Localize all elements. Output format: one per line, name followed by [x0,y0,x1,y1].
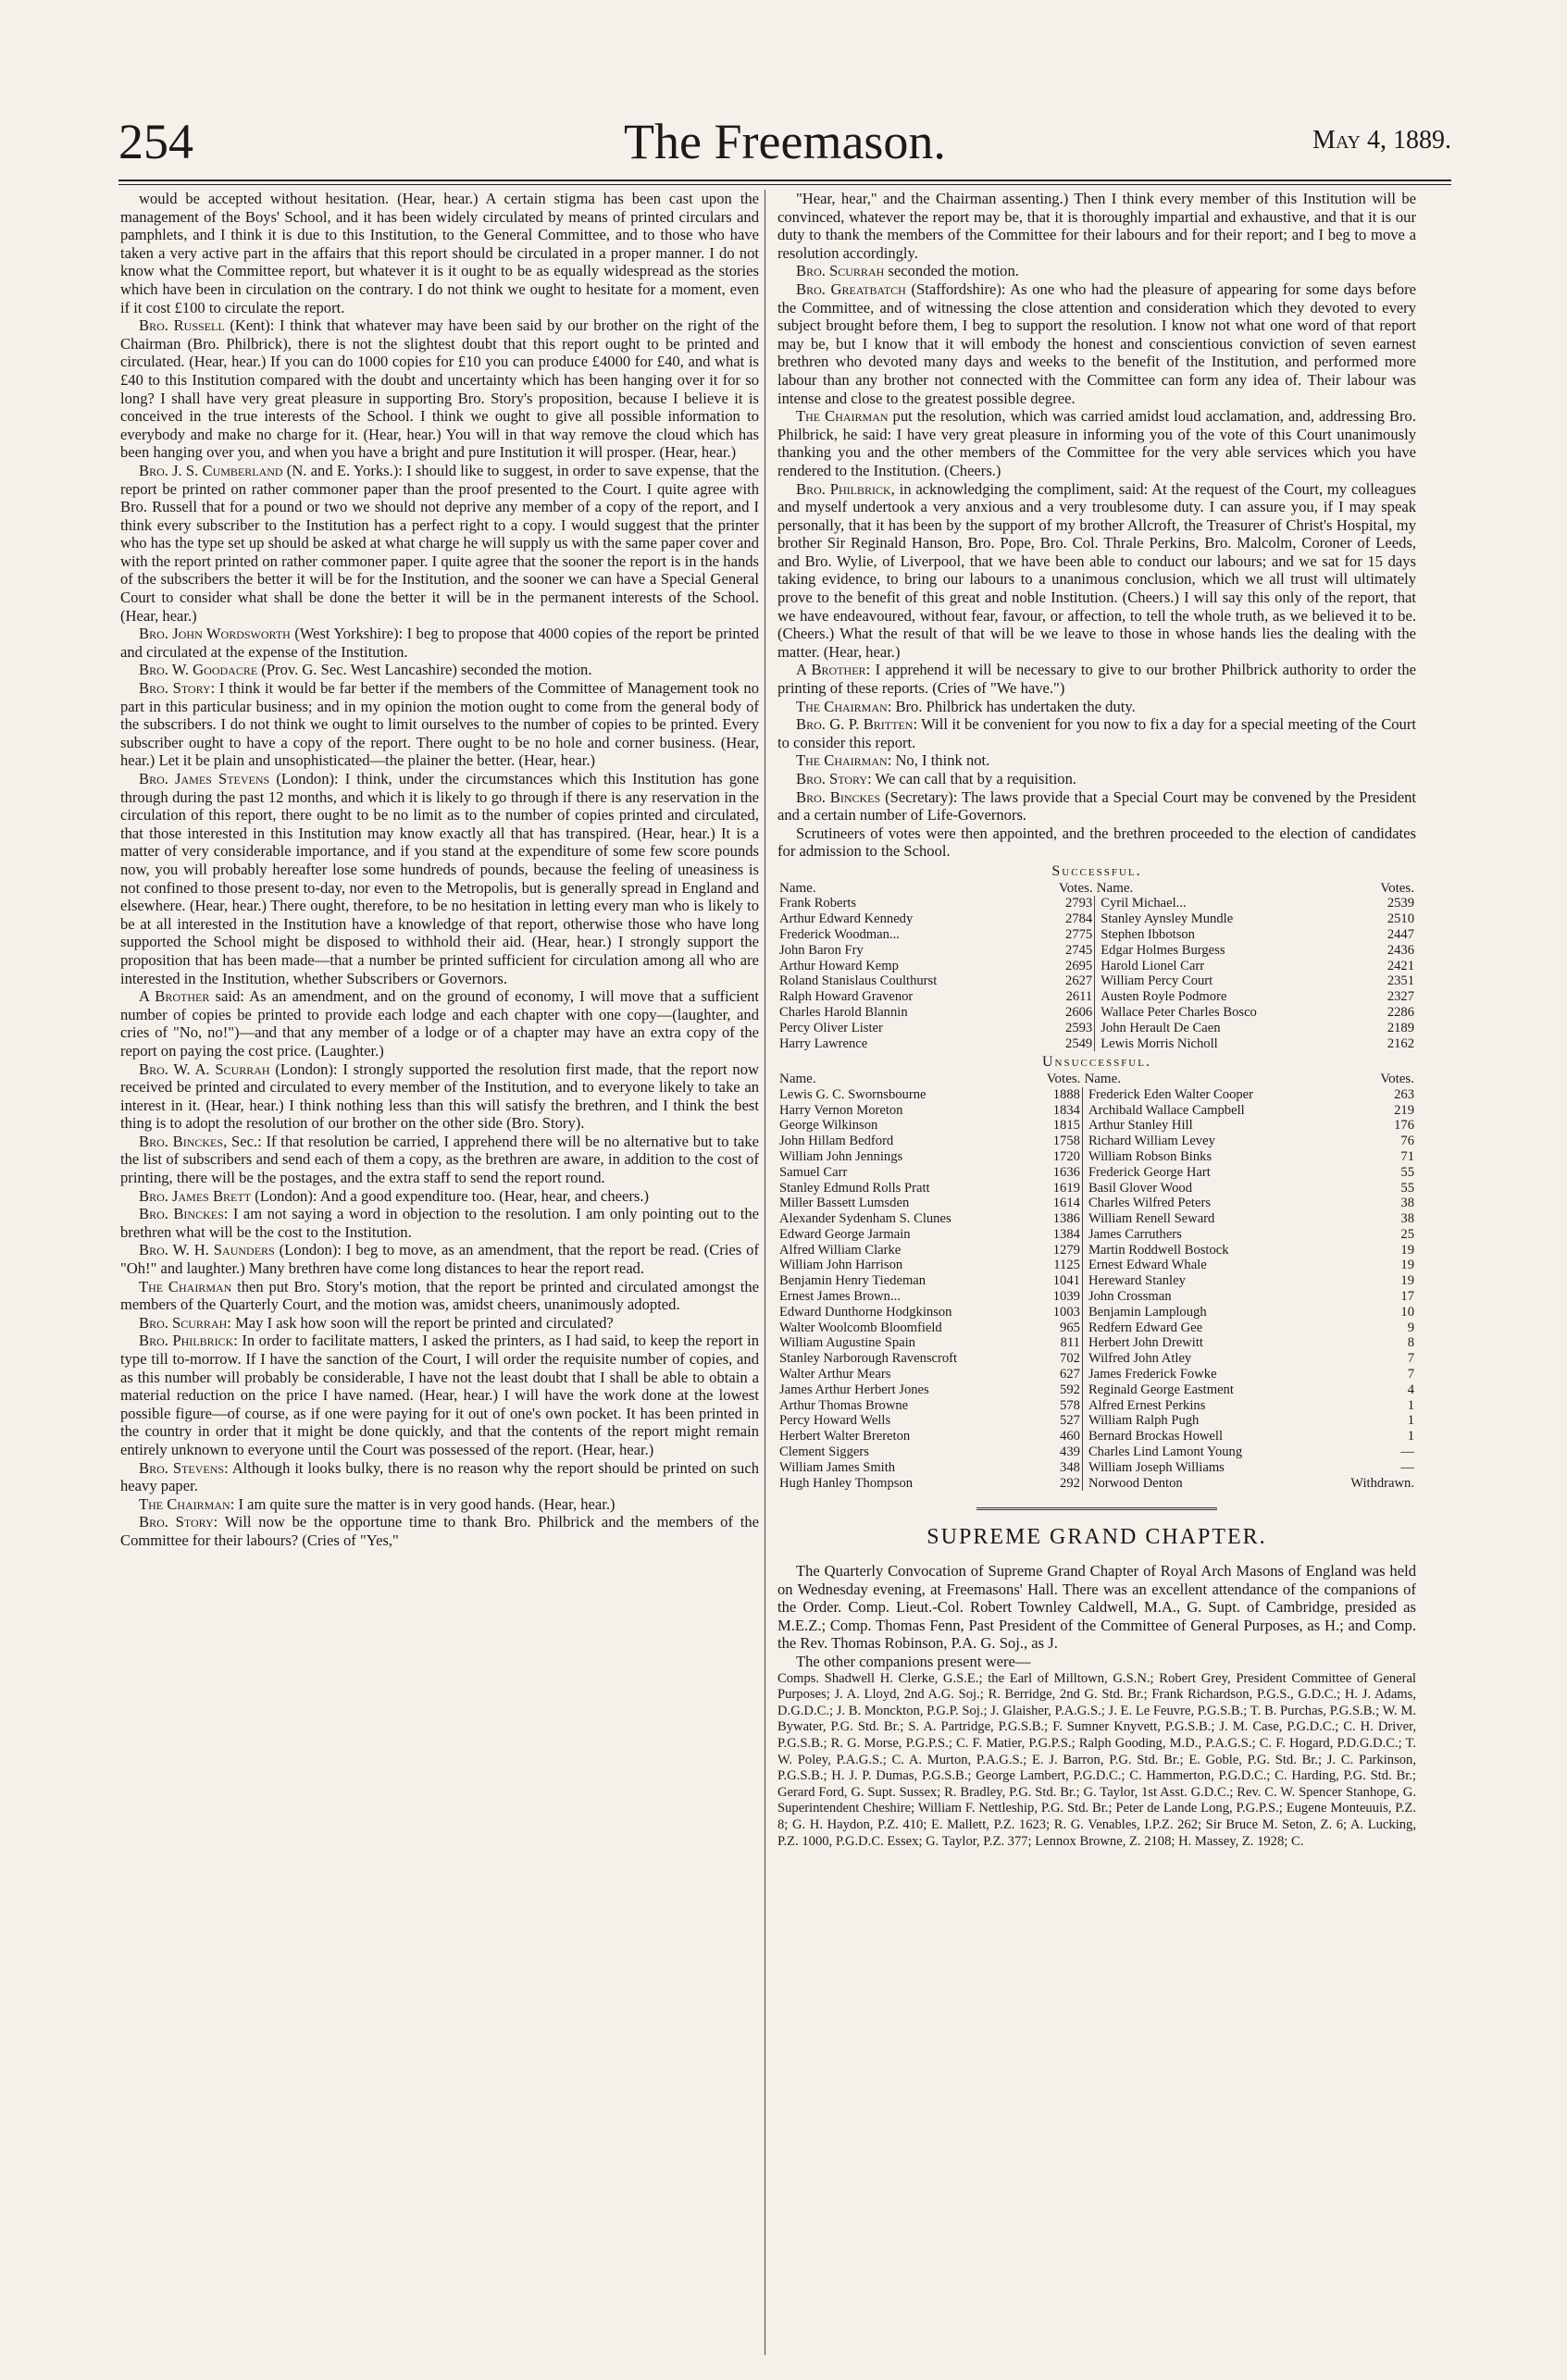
candidate-votes: 7 [1407,1367,1414,1382]
candidate-name: Reginald George Eastment [1082,1382,1322,1398]
candidate-votes: — [1400,1459,1414,1475]
paragraph-text: would be accepted without hesitation. (Hear, hear.) A certain stigma has been cast upon the management of the Boys' School, and it has been widely circulated by means of printed circulars and pamphlets, and I think it is due to this Institution, to the General Committee, and to those who have taken a very active part in the affairs that this report should be circulated in a proper manner. I do not know what the Committee report, but whatever it is it ought to be as equally widespread as the stories which have been in circulation on the contrary. I do not think we ought to hesitate for a moment, even if it cost £100 to circulate the report. [120,190,759,316]
candidate-name: Cyril Michael... [1095,896,1356,911]
table-row [777,989,1416,1005]
speaker-name: Bro. Binckes [796,787,881,806]
col-header-votes: Votes. [1058,880,1093,896]
paragraph [120,462,759,625]
candidate-votes: 2627 [1065,973,1093,989]
paragraph [120,625,759,661]
paragraph-text: : I am not saying a word in objection to the resolution. I am only pointing out to the brethren what will be the cost to the Institution. [120,1205,759,1241]
speaker-name: Bro. Philbrick [796,479,891,498]
paragraph-text: : In order to facilitate matters, I asked the printers, as I had said, to keep the report in type till to-morrow. If I have the sanction of the Court, I will order the requisite number of copies, and as this number will probably be considerable, I have not the least doubt that I shall be able to obtain a material reduction on the price I have named. (Hear, hear.) I will have the work done at the lowest possible figure—of course, as if one were paying for it out of one's own pocket. It has been printed in the country in order that it might be done quickly, and that the contents of the report might remain entirely unknown to everyone until the Court was possessed of the report. (Hear, hear.) [120,1332,759,1458]
paragraph [120,1205,759,1241]
candidate-votes: 2593 [1065,1020,1093,1035]
speaker-name: Bro. Binckes [139,1205,224,1223]
right-column [777,190,1416,1850]
col-header-name: Name. [1084,1071,1122,1086]
candidate-votes: 2510 [1387,911,1414,927]
candidate-votes: 55 [1400,1180,1414,1196]
candidate-name: Edward Dunthorne Hodgkinson [779,1304,952,1320]
candidate-name: Ernest Edward Whale [1082,1258,1322,1273]
speaker-name: Bro. James Brett [139,1186,252,1205]
candidate-name: Herbert John Drewitt [1082,1335,1322,1351]
table-row [777,1444,1416,1460]
paragraph-text: (London): I think, under the circumstances which this Institution has gone through during the past 12 months, and which it is likely to go through if there is any reservation in the circulation of this report, there ought to be no limit as to the number of copies printed and circulated, that those interested in this Institution may know exactly all that has transpired. (Hear, hear.) It is a matter of very considerable importance, and if you stand at the expenditure of some few score pounds now, you will probably hereafter lose some hundreds of pounds, because the feeling of uneasiness is not confined to those present to-day, nor even to the Metropolis, but is generally spread in England and elsewhere. (Hear, hear.) There ought, therefore, to be no hesitation in letting every man who is likely to be at all interested in the Institution have a knowledge of that report, otherwise those who have long supported the School might be disposed to withhold their aid. (Hear, hear.) I strongly support the proposition that has been made—that a number be printed sufficient for circulation among all who are interested in the Institution, whether Subscribers or Governors. [120,770,759,987]
candidate-votes: 2189 [1387,1020,1414,1035]
paragraph [120,1060,759,1133]
speaker-name: Bro. Stevens [139,1458,225,1477]
table-row [777,1460,1416,1476]
candidate-votes: 219 [1394,1102,1414,1118]
paragraph-text: (Prov. G. Sec. West Lancashire) seconded the motion. [257,661,592,679]
table-row [777,943,1416,959]
candidate-name: Basil Glover Wood [1082,1181,1322,1196]
table-row [777,1165,1416,1181]
table-row [777,1273,1416,1289]
paragraph [777,480,1416,662]
col-header-name: Name. [779,880,816,896]
candidate-votes: 25 [1400,1226,1414,1242]
col-header-name: Name. [1096,880,1134,896]
candidate-votes: 7 [1407,1351,1414,1367]
successful-table [777,881,1416,1052]
candidate-name: Redfern Edward Gee [1082,1320,1322,1336]
table-row [777,1021,1416,1036]
paragraph-text: , Sec.: If that resolution be carried, I apprehend there will be no alternative but to take the list of subscribers and send each of them a copy, as the brethren are aware, in addition to the cost of printing, there will be the postages, and the extra staff to send the report round. [120,1132,759,1187]
paragraph-text: (London): I beg to move, as an amendment, that the report be read. (Cries of "Oh!" and laughter.) Many brethren have come long distances to hear the report read. [120,1241,759,1278]
candidate-votes: 460 [1060,1429,1080,1444]
candidate-name: Arthur Stanley Hill [1082,1118,1322,1134]
speaker-name: Bro. John Wordsworth [139,625,291,643]
paragraph-text: : I am quite sure the matter is in very good hands. (Hear, hear.) [230,1494,616,1513]
paragraph-text: : May I ask how soon will the report be printed and circulated? [227,1313,614,1332]
candidate-votes: 1384 [1052,1226,1080,1242]
candidate-name: Frank Roberts [779,896,857,911]
header-rule [118,180,1451,181]
unsuccessful-table [777,1072,1416,1492]
candidate-name: Austen Royle Podmore [1095,989,1356,1005]
paragraph [777,262,1416,280]
candidate-name: Frederick Woodman... [779,926,900,942]
table-row [777,1305,1416,1320]
candidate-votes: 38 [1400,1211,1414,1227]
candidate-name: Frederick Eden Walter Cooper [1082,1087,1322,1103]
paragraph-text: : I apprehend it will be necessary to give to our brother Philbrick authority to order the printing of these reports. (Cries of "We have.") [777,661,1416,698]
table-row [777,1476,1416,1492]
candidate-name: William Ralph Pugh [1082,1413,1322,1429]
table-row [777,1413,1416,1429]
candidate-votes: 1 [1407,1413,1414,1429]
candidate-name: Lewis G. C. Swornsbourne [779,1086,927,1102]
paragraph [120,1133,759,1187]
candidate-votes: 2539 [1387,896,1414,911]
paragraph-text: then put Bro. Story's motion, that the report be printed and circulated amongst the members of the Quarterly Court, and the motion was, amidst cheers, unanimously adopted. [120,1277,759,1314]
candidate-name: Edgar Holmes Burgess [1095,943,1356,959]
paragraph [777,661,1416,697]
candidate-votes: 1815 [1052,1118,1080,1134]
candidate-votes: 2327 [1387,989,1414,1005]
speaker-name: Bro. Story [796,770,868,787]
candidate-votes: 2421 [1387,958,1414,973]
col-header-votes: Votes. [1380,880,1414,896]
paragraph-text: said: As an amendment, and on the ground of economy, I will move that a sufficient number of copies be printed to provide each lodge and each chapter with one copy—(laughter, and cries of "No, no!")—and that any member of a lodge or of a chapter may have an extra copy of the report on paying the cost price. (Laughter.) [120,987,759,1060]
candidate-votes: 4 [1407,1382,1414,1397]
paragraph-text: (Kent): I think that whatever may have been said by our brother on the right of the Chairman (Bro. Philbrick), there is not the slightest doubt that this report ought to be printed and circulated. (Hear, hear.) If you can do 1000 copies for £10 you can produce £4000 for £40, and what is £40 to this Institution compared with the doubt and uncertainty which has been hanging over it for so long? I shall have very great pleasure in supporting Bro. Story's proposition, because I believe it is conceived in the true interests of the School. I think we ought to give all possible information to everybody and make no charge for it. (Hear, hear.) You will in that way remove the cloud which has been hanging over you, and when you have a bright and pure Institution it will prosper. (Hear, hear.) [120,316,760,462]
candidate-name: Frederick George Hart [1082,1165,1322,1181]
table-row [777,1005,1416,1021]
candidate-name: Stanley Aynsley Mundle [1095,911,1356,927]
paragraph [120,1513,759,1549]
speaker-name: The Chairman [796,407,889,426]
paragraph [120,316,759,462]
speaker-name: Bro. Story [139,1513,214,1531]
paragraph-text: put the resolution, which was carried amidst loud acclamation, and, addressing Bro. Philbrick, he said: I have very great pleasure in informing you of the vote of this Court unanimously thanking you and the other members of the Committee for the very able services which you have rendered to the Institution. (Cheers.) [777,407,1416,479]
paragraph [777,190,1416,262]
paragraph-text: : Although it looks bulky, there is no reason why the report should be printed on such heavy paper. [120,1458,760,1495]
candidate-name: Herbert Walter Brereton [779,1429,911,1444]
candidate-name: William Joseph Williams [1082,1460,1322,1476]
paragraph-text: : I think it would be far better if the members of the Committee of Management took no part in this particular business; and in my opinion the motion ought to come from the general body of the subscribers. I do not think we ought to limit ourselves to the number of copies to be printed. Every subscriber ought to have a copy of the report. There ought to be no hole and corner business. (Hear, hear.) Let it be plain and unsophisticated—the plainer the better. (Hear, hear.) [120,679,759,770]
candidate-votes: 1 [1407,1429,1414,1444]
table-row [777,1320,1416,1336]
paragraph-text: seconded the motion. [884,262,1019,280]
candidate-votes: 811 [1060,1335,1080,1351]
table-row [777,1335,1416,1351]
table-row [777,927,1416,943]
candidate-votes: 1888 [1052,1086,1080,1102]
paragraph [777,824,1416,861]
candidate-votes: 2793 [1065,896,1093,911]
candidate-name: Harry Vernon Moreton [779,1102,903,1118]
candidate-votes: 1720 [1052,1148,1080,1164]
speaker-name: Bro. Binckes [139,1132,224,1150]
candidate-votes: 1039 [1052,1289,1080,1305]
candidate-votes: 292 [1060,1475,1080,1491]
speaker-name: The Chairman [796,697,888,715]
candidate-votes: 19 [1400,1242,1414,1258]
candidate-votes: 1279 [1052,1242,1080,1258]
table-row [777,1243,1416,1258]
paragraph-text: (Secretary): The laws provide that a Special Court may be convened by the President and a certain number of Life-Governors. [777,787,1416,824]
candidate-name: Norwood Denton [1082,1476,1322,1492]
paragraph-text: : No, I think not. [887,751,990,770]
speaker-name: Bro. Greatbatch [796,279,906,298]
paragraph [120,1278,759,1314]
candidate-votes: 55 [1400,1164,1414,1180]
paragraph [120,987,759,1060]
candidate-votes: 2286 [1387,1004,1414,1020]
speaker-name: Bro. Story [139,679,211,698]
candidate-name: Stanley Narborough Ravenscroft [779,1351,958,1367]
candidate-votes: 1125 [1053,1258,1080,1273]
candidate-name: Percy Oliver Lister [779,1020,883,1035]
unsuccessful-heading: Unsuccessful. [1042,1054,1151,1071]
table-row [777,1181,1416,1196]
paragraph-text: Scrutineers of votes were then appointed, and the brethren proceeded to the election of candidates for admission to the School. [777,824,1416,861]
paragraph [120,1495,759,1514]
newspaper-title: The Freemason. [624,114,946,169]
paragraph [120,1314,759,1333]
paragraph [120,1332,759,1458]
table-row [777,959,1416,974]
table-row [777,1227,1416,1243]
table-row [777,1289,1416,1305]
paragraph-text: (London): I strongly supported the resolution first made, that the report now received be printed and circulated to every member of the Institution, and to everyone likely to take an interest in it. (Hear, hear.) I think nothing less than this will satisfy the brethren, and I think the best thing is to adopt the resolution of our brother on the other side (Bro. Story). [120,1060,759,1133]
paragraph [120,661,759,679]
candidate-name: John Hillam Bedford [779,1134,894,1149]
successful-heading: Successful. [1051,862,1142,879]
candidate-name: Harold Lionel Carr [1095,959,1356,974]
candidate-votes: 2351 [1387,973,1414,989]
paragraph-text: (West Yorkshire): I beg to propose that 4000 copies of the report be printed and circulated at the expense of the Institution. [120,625,759,661]
speaker-name: Bro. J. S. Cumberland [139,461,283,479]
candidate-name: Hugh Hanley Thompson [779,1475,914,1491]
table-row [777,911,1416,927]
candidate-name: Alfred William Clarke [779,1242,902,1258]
table-row [777,1087,1416,1103]
candidate-name: John Baron Fry [779,942,864,958]
candidate-votes: 176 [1394,1118,1414,1134]
speaker-name: Bro. James Stevens [139,770,270,787]
candidate-name: Archibald Wallace Campbell [1082,1103,1322,1119]
speaker-name: Bro. Scurrah [139,1313,228,1332]
paragraph [120,1187,759,1206]
candidate-name: Arthur Howard Kemp [779,958,899,973]
speaker-name: Bro. Scurrah [796,262,885,280]
paragraph [120,770,759,987]
paragraph [777,407,1416,479]
candidate-name: Martin Roddwell Bostock [1082,1243,1322,1258]
candidate-votes: — [1400,1444,1414,1460]
candidate-votes: 1614 [1052,1196,1080,1211]
paragraph-text: "Hear, hear," and the Chairman assenting.) Then I think every member of this Institution will be convinced, whatever the report may be, that it is thoroughly impartial and exhaustive, and that it is our duty to thank the members of the Committee for their labours and for their report; and I beg to move a resolution accordingly. [777,190,1416,262]
paragraph [777,280,1416,407]
speaker-name: The Chairman [139,1277,232,1295]
table-row [777,973,1416,989]
candidate-name: Benjamin Henry Tiedeman [779,1273,927,1289]
speaker-name: Bro. Russell [139,316,225,335]
table-row [777,1103,1416,1119]
table-row [777,1118,1416,1134]
speaker-name: Bro. Philbrick [139,1332,234,1350]
candidate-votes: 2745 [1065,942,1093,958]
candidate-votes: 263 [1394,1086,1414,1102]
paragraph [777,698,1416,716]
table-row [777,1149,1416,1165]
candidate-name: Samuel Carr [779,1164,848,1180]
page-number: 254 [118,114,193,169]
paragraph-text: : Bro. Philbrick has undertaken the duty. [887,697,1136,715]
candidate-name: Edward George Jarmain [779,1226,911,1242]
candidate-name: Wilfred John Atley [1082,1351,1322,1367]
page-header [118,113,1451,178]
chapter-companions-list: Comps. Shadwell H. Clerke, G.S.E.; the Earl of Milltown, G.S.N.; Robert Grey, President Committee of General Purposes; J. A. Lloyd, 2nd A.G. Soj.; R. Berridge, 2nd G. Std. Br.; Frank Richardson, P.G.S., G.D.C.; H. J. Adams, D.G.D.C.; J. B. Monckton, P.G.P. Soj.; J. Glaisher, P.A.G.S.; J. E. Le Feuvre, P.G.S.B.; T. B. Purchas, P.G.S.B.; W. M. Bywater, P.G. Std. Br.; S. A. Partridge, P.G.S.B.; F. Sumner Knyvett, P.G.S.B.; J. M. Case, P.G.D.C.; C. H. Driver, P.G.S.B.; R. G. Morse, P.G.P.S.; C. F. Matier, P.G.P.S.; Ralph Gooding, M.D., P.A.G.S.; C. F. Hogard, P.D.G.D.C.; T. W. Poley, P.A.G.S.; C. A. Murton, P.A.G.S.; E. J. Barron, P.G. Std. Br.; E. Goble, P.G. Std. Br.; J. C. Parkinson, P.G.S.B.; H. J. P. Dumas, P.G.S.B.; George Lambert, P.G.D.C.; C. Hammerton, P.G.D.C.; C. Harding, P.G. Std. Br.; Gerard Ford, G. Supt. Sussex; R. Bradley, P.G. Std. Br.; G. Taylor, 1st Asst. G.D.C.; Rev. C. W. Spencer Stanhope, G. Superintendent Cheshire; William F. Nettleship, P.G. Std. Br.; Peter de Lande Long, P.G.P.S.; Eugene Monteuuis, P.Z. 8; G. H. Haydon, P.Z. 410; E. Mallett, P.Z. 1623; R. G. Venables, I.P.Z. 262; Sir Bruce M. Seton, Z. 6; A. Lucking, P.Z. 1000, P.G.D.C. Essex; G. Taylor, P.Z. 377; Lennox Browne, Z. 2108; H. Massey, Z. 1928; C. [777,1670,1416,1849]
paragraph [120,1459,759,1495]
candidate-votes: 2695 [1065,958,1093,973]
chapter-heading: SUPREME GRAND CHAPTER. [927,1525,1267,1550]
candidate-votes: Withdrawn. [1350,1475,1414,1491]
chapter-others-intro: The other companions present were— [796,1653,1031,1670]
paragraph [777,715,1416,751]
candidate-votes: 76 [1400,1134,1414,1149]
candidate-name: Percy Howard Wells [779,1413,891,1429]
candidate-name: William Percy Court [1095,973,1356,989]
candidate-votes: 1758 [1052,1134,1080,1149]
col-header-votes: Votes. [1380,1071,1414,1086]
candidate-name: Ralph Howard Gravenor [779,989,914,1005]
paragraph-text: : Will it be convenient for you now to fix a day for a special meeting of the Court to consider this report. [777,715,1416,751]
candidate-votes: 348 [1060,1459,1080,1475]
candidate-votes: 2606 [1065,1004,1093,1020]
candidate-votes: 2775 [1065,926,1093,942]
candidate-name: Roland Stanislaus Coulthurst [779,973,938,989]
candidate-votes: 10 [1400,1304,1414,1320]
candidate-name: Charles Wilfred Peters [1082,1196,1322,1211]
candidate-name: Alfred Ernest Perkins [1082,1398,1322,1414]
candidate-votes: 2447 [1387,926,1414,942]
candidate-name: James Carruthers [1082,1227,1322,1243]
col-header-votes: Votes. [1046,1071,1081,1086]
candidate-name: William Robson Binks [1082,1149,1322,1165]
candidate-votes: 1041 [1052,1273,1080,1289]
speaker-name: The Chairman [796,751,888,770]
candidate-name: Stephen Ibbotson [1095,927,1356,943]
candidate-votes: 1386 [1052,1211,1080,1227]
candidate-name: James Frederick Fowke [1082,1367,1322,1382]
speaker-name: Bro. W. Goodacre [139,661,258,679]
paragraph [120,1241,759,1277]
candidate-name: Charles Harold Blannin [779,1004,908,1020]
left-column [120,190,759,1550]
table-row [777,1134,1416,1149]
section-rule [976,1507,1217,1510]
candidate-votes: 2549 [1065,1035,1093,1051]
paragraph-text: (Staffordshire): As one who had the pleasure of appearing for some days before the Committee, and of witnessing the close attention and consideration which they devoted to every subject brought before them, I beg to support the resolution. I know not what one word of that report may be, but I know that it will embody the honest and conscientious conviction of seven earnest brethren who devoted many days and weeks to the benefit of the Institution, and performed more labour than any brother not connected with the Committee can form any idea of. Their labour was intense and close to the greatest possible degree. [777,279,1416,407]
speaker-name: Bro. W. H. Saunders [139,1241,275,1259]
candidate-name: Charles Lind Lamont Young [1082,1444,1322,1460]
candidate-votes: 2784 [1065,911,1093,927]
candidate-name: John Herault De Caen [1095,1021,1356,1036]
candidate-votes: 9 [1407,1320,1414,1335]
candidate-votes: 439 [1060,1444,1080,1460]
candidate-name: Miller Bassett Lumsden [779,1196,910,1211]
header-rule-thin [118,184,1451,185]
candidate-name: John Crossman [1082,1289,1322,1305]
candidate-votes: 71 [1400,1148,1414,1164]
col-header-name: Name. [779,1071,816,1086]
paragraph [777,751,1416,770]
candidate-name: William Renell Seward [1082,1211,1322,1227]
candidate-votes: 1834 [1052,1102,1080,1118]
table-row [777,1382,1416,1398]
candidate-votes: 17 [1400,1289,1414,1305]
chapter-intro: The Quarterly Convocation of Supreme Grand Chapter of Royal Arch Masons of England was held on Wednesday evening, at Freemasons' Hall. There was an excellent attendance of the companions of the Order. Comp. Lieut.-Col. Robert Townley Caldwell, M.A., G. Supt. of Cambridge, presided as M.E.Z.; Comp. Thomas Fenn, Past President of the Committee of General Purposes, as H.; and Comp. the Rev. Thomas Robinson, P.A. G. Soj., as J. [777,1562,1416,1653]
candidate-votes: 19 [1400,1273,1414,1289]
candidate-votes: 527 [1060,1413,1080,1429]
paragraph [120,679,759,770]
table-row [777,1367,1416,1382]
paragraph-text: , in acknowledging the compliment, said: At the request of the Court, my colleagues and myself undertook a very anxious and a very troublesome duty. I can assure you, if I may speak personally, that it has been by the support of my brother Allcroft, the Treasurer of Christ's Hospital, my brother Sir Reginald Hanson, Bro. Pope, Bro. Col. Thrale Perkins, Bro. Malcolm, Coroner of Leeds, and Bro. Wylie, of Liverpool, that we have been able to conduct our labours; and we sat for 15 days taking evidence, to bring our labours to a unanimous conclusion, which we all trust will ultimately prove to the benefit of this great and noble Institution. (Cheers.) I will say this only of the report, that we have endeavoured, without fear, favour, or affection, to tell the whole truth, as we believed it to be. (Cheers.) What the result of that will be we leave to those in whose hands lies the dealing with the matter. (Hear, hear.) [777,479,1416,661]
candidate-name: Arthur Thomas Browne [779,1397,909,1413]
speaker-name: A Brother [139,987,210,1006]
candidate-votes: 2611 [1065,989,1093,1005]
candidate-name: William Augustine Spain [779,1335,915,1351]
paragraph-text: : Will now be the opportune time to thank Bro. Philbrick and the members of the Committee for their labours? (Cries of "Yes," [120,1513,759,1549]
table-row [777,1429,1416,1444]
candidate-votes: 2436 [1387,942,1414,958]
candidate-votes: 578 [1060,1397,1080,1413]
candidate-name: Clement Siggers [779,1444,869,1460]
table-row [777,1211,1416,1227]
candidate-name: Walter Woolcomb Bloomfield [779,1320,942,1335]
speaker-name: Bro. W. A. Scurrah [139,1060,270,1078]
paragraph [777,770,1416,788]
table-row [777,896,1416,911]
candidate-name: Arthur Edward Kennedy [779,911,914,927]
candidate-name: Richard William Levey [1082,1134,1322,1149]
candidate-name: James Arthur Herbert Jones [779,1382,929,1397]
right-column-text [777,190,1416,861]
candidate-name: William John Jennings [779,1148,903,1164]
candidate-name: Alexander Sydenham S. Clunes [779,1211,951,1227]
candidate-name: Benjamin Lamplough [1082,1305,1322,1320]
speaker-name: The Chairman [139,1494,230,1513]
candidate-votes: 19 [1400,1258,1414,1273]
candidate-votes: 627 [1060,1367,1080,1382]
paragraph [777,788,1416,824]
issue-date: May 4, 1889. [1312,126,1451,155]
candidate-name: William John Harrison [779,1258,903,1273]
paragraph-text: : We can call that by a requisition. [867,770,1077,787]
candidate-name: Stanley Edmund Rolls Pratt [779,1180,930,1196]
candidate-votes: 965 [1060,1320,1080,1335]
candidate-name: Ernest James Brown... [779,1289,901,1305]
candidate-votes: 2162 [1387,1035,1414,1051]
table-row [777,1258,1416,1273]
candidate-votes: 8 [1407,1335,1414,1351]
table-row [777,1398,1416,1414]
candidate-name: Bernard Brockas Howell [1082,1429,1322,1444]
table-row [777,1196,1416,1211]
candidate-name: William James Smith [779,1459,896,1475]
candidate-votes: 1619 [1052,1180,1080,1196]
candidate-votes: 592 [1060,1382,1080,1397]
candidate-name: Wallace Peter Charles Bosco [1095,1005,1356,1021]
candidate-votes: 1636 [1052,1164,1080,1180]
table-row [777,1036,1416,1052]
speaker-name: A Brother [796,661,866,679]
candidate-name: Walter Arthur Mears [779,1367,891,1382]
candidate-votes: 702 [1060,1351,1080,1367]
candidate-name: Hereward Stanley [1082,1273,1322,1289]
candidate-votes: 1003 [1052,1304,1080,1320]
paragraph-text: (N. and E. Yorks.): I should like to suggest, in order to save expense, that the report be printed on rather commoner paper than the proof presented to the Court. I quite agree with Bro. Russell that for a pound or two we should not deprive any member of a copy of the report, and I think every subscriber to the Institution has a perfect right to a copy. I would suggest that the printer who has the type set up should be asked at what charge he will supply us with the same paper cover and with the report printed on rather commoner paper. I quite agree that the sooner the report is in the hands of the subscribers the better it will be for the Institution, and the sooner we can have a Special General Court to consider what shall be done the better it will be in the permanent interests of the School. (Hear, hear.) [120,461,759,625]
paragraph [120,190,759,316]
speaker-name: Bro. G. P. Britten [796,715,914,734]
table-row [777,1351,1416,1367]
candidate-votes: 38 [1400,1196,1414,1211]
candidate-name: Harry Lawrence [779,1035,868,1051]
paragraph-text: (London): And a good expenditure too. (Hear, hear, and cheers.) [251,1186,650,1205]
candidate-name: Lewis Morris Nicholl [1095,1036,1356,1052]
candidate-name: George Wilkinson [779,1118,878,1134]
candidate-votes: 1 [1407,1397,1414,1413]
